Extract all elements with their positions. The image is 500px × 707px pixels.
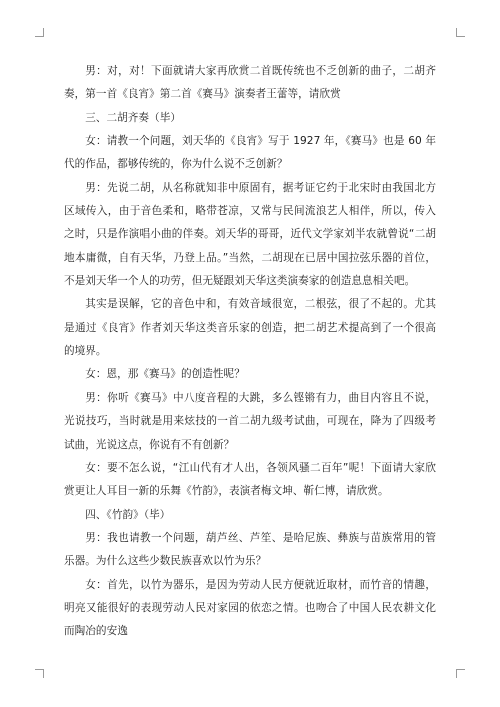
paragraph-female-question: 女：请教一个问题，刘天华的《良宵》写于 1927 年，《赛马》也是 60 年代的作品，都够传统的，你为什么说不乏创新？ [64,135,436,171]
paragraph-male-introduces-erhu: 男：对，对！下面就请大家再欣赏二首既传统也不乏创新的曲子，二胡齐奏，第一首《良宵》第二首《赛马》演奏者王蕾等，请欣赏 [64,65,436,101]
paragraph-male-erhu-history: 男：先说二胡，从名称就知非中原固有，据考证它约于北宋时由我国北方区域传入，由于音色柔和，略带苍凉，又常与民间流浪艺人相伴，所以，传入之时，只是作演唱小曲的伴奏。刘天华的哥哥，近代文学家刘半农就曾说“二胡地本庸微，自有天华，乃登上品。”当然，二胡现在已居中国拉弦乐器的首位，不是刘天华一个人的功劳，但无疑跟刘天华这类演奏家的创造息息相关吧。 [64,181,436,288]
section-heading-zhuyun: 四、《竹韵》（毕） [85,508,171,521]
crop-mark-bottom-right [456,669,465,678]
crop-mark-top-left [35,28,44,37]
document-body [64,60,436,644]
paragraph-female-bamboo-answer: 女：首先，以竹为器乐，是因为劳动人民方便就近取材，而竹音的情趣，明亮又能很好的表现劳动人民对家园的依恋之情。也吻合了中国人民农耕文化而陶冶的安逸 [64,578,436,638]
crop-mark-bottom-left [35,669,44,678]
paragraph-erhu-timbre: 其实是误解，它的音色中和，有效音域很宽，二根弦，很了不起的。尤其是通过《良宵》作者刘天华这类音乐家的创造，把二胡艺术提高到了一个很高的境界。 [64,298,436,358]
paragraph-male-bamboo-question: 男：我也请教一个问题，葫芦丝、芦笙、是哈尼族、彝族与苗族常用的管乐器。为什么这些少数民族喜欢以竹为乐？ [64,531,436,568]
paragraph-female-introduces-zhuyun: 女：要不怎么说，“江山代有才人出，各领风骚二百年”呢！下面请大家欣赏更让人耳目一新的乐舞《竹韵》，表演者梅文坤、靳仁博，请欣赏。 [64,461,436,498]
paragraph-male-saima-technique: 男：你听《赛马》中八度音程的大跳，多么铿锵有力，曲目内容且不说，光说技巧，当时就是用来炫技的一首二胡九级考试曲，可现在，降为了四级考试曲，光说这点，你说有不有创新？ [64,391,436,451]
paragraph-female-saima: 女：恩，那《赛马》的创造性呢？ [85,368,245,381]
section-heading-erhu-ensemble: 三、二胡齐奏（毕） [85,111,181,124]
crop-mark-top-right [456,28,465,37]
